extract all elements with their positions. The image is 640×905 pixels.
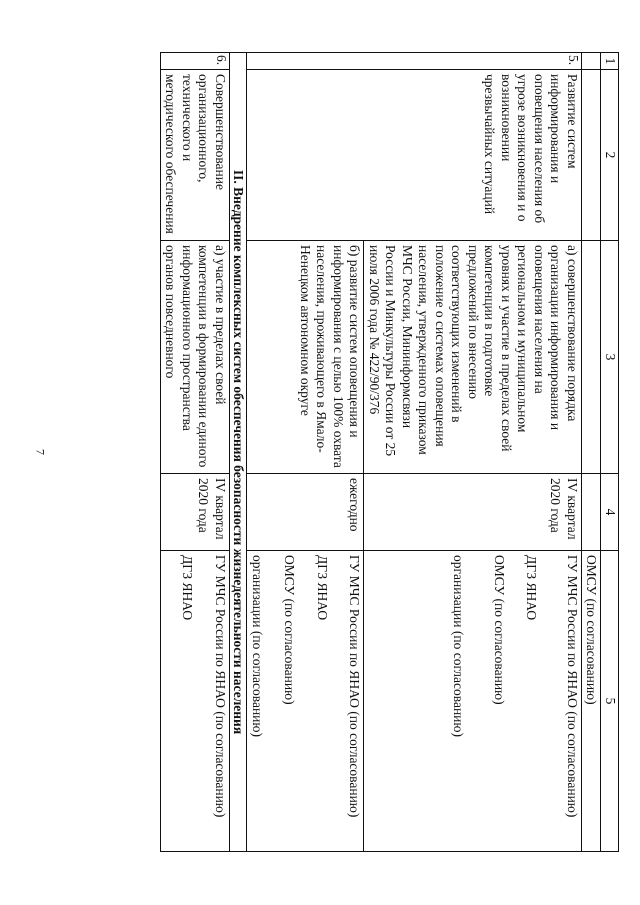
rotated-table-page bbox=[96, 52, 619, 851]
action-b-cell: б) развитие систем оповещения и информирования с целью 100% охвата населения, проживающего в Ямало-Ненецком автономном округе bbox=[247, 241, 364, 474]
col-2-header: 2 bbox=[601, 70, 619, 241]
table-row bbox=[161, 53, 230, 852]
executors-cell: ГУ МЧС России по ЯНАО (по согласованию) ДГЗ ЯНАО bbox=[161, 551, 230, 852]
col-3-header: 3 bbox=[601, 241, 619, 474]
page-number: 7 bbox=[33, 449, 48, 455]
measure-cell: Совершенствование организационного, технического и методического обеспечения bbox=[161, 70, 230, 241]
executors-cell: ГУ МЧС России по ЯНАО (по согласованию) ДГЗ ЯНАО ОМСУ (по согласованию) организации (по согласованию) bbox=[247, 551, 364, 852]
action-a-cell: а) совершенствование порядка организации информирования и оповещения населения на региональном и муниципальном уровнях и участие в пределах своей компетенции в подготовке предложений по внесению соответствующих изменений в положение о системах оповещения населения, утвержденного приказом МЧС России, Мининформсвязи России и Минкультуры России от 25 июля 2006 года № 422/90/376 bbox=[364, 241, 582, 474]
section-title: II. Внедрение комплексных систем обеспечения безопасности жизнедеятельности населения bbox=[230, 53, 248, 852]
measure-cell: Развитие систем информирования и оповещения населения об угрозе возникновения и о возникновении чрезвычайных ситуаций bbox=[247, 70, 582, 241]
carry-over-executor: ОМСУ (по согласованию) bbox=[582, 551, 602, 852]
col-5-header: 5 bbox=[601, 551, 619, 852]
col-1-header: 1 bbox=[601, 53, 619, 70]
section-header-row bbox=[230, 53, 248, 852]
carry-over-row bbox=[582, 53, 602, 852]
plan-table bbox=[160, 52, 619, 852]
table-row bbox=[364, 53, 582, 852]
term-cell: ежегодно bbox=[247, 474, 364, 551]
column-number-row bbox=[601, 53, 619, 852]
row-number: 6. bbox=[161, 53, 230, 70]
term-cell: IV квартал 2020 года bbox=[161, 474, 230, 551]
row-number: 5. bbox=[247, 53, 582, 70]
action-a-cell: а) участие в пределах своей компетенции в формировании единого информационного пространства органов повседневного bbox=[161, 241, 230, 474]
executors-cell: ГУ МЧС России по ЯНАО (по согласованию) ДГЗ ЯНАО ОМСУ (по согласованию) организации (по согласованию) bbox=[364, 551, 582, 852]
col-4-header: 4 bbox=[601, 474, 619, 551]
term-cell: IV квартал 2020 года bbox=[364, 474, 582, 551]
